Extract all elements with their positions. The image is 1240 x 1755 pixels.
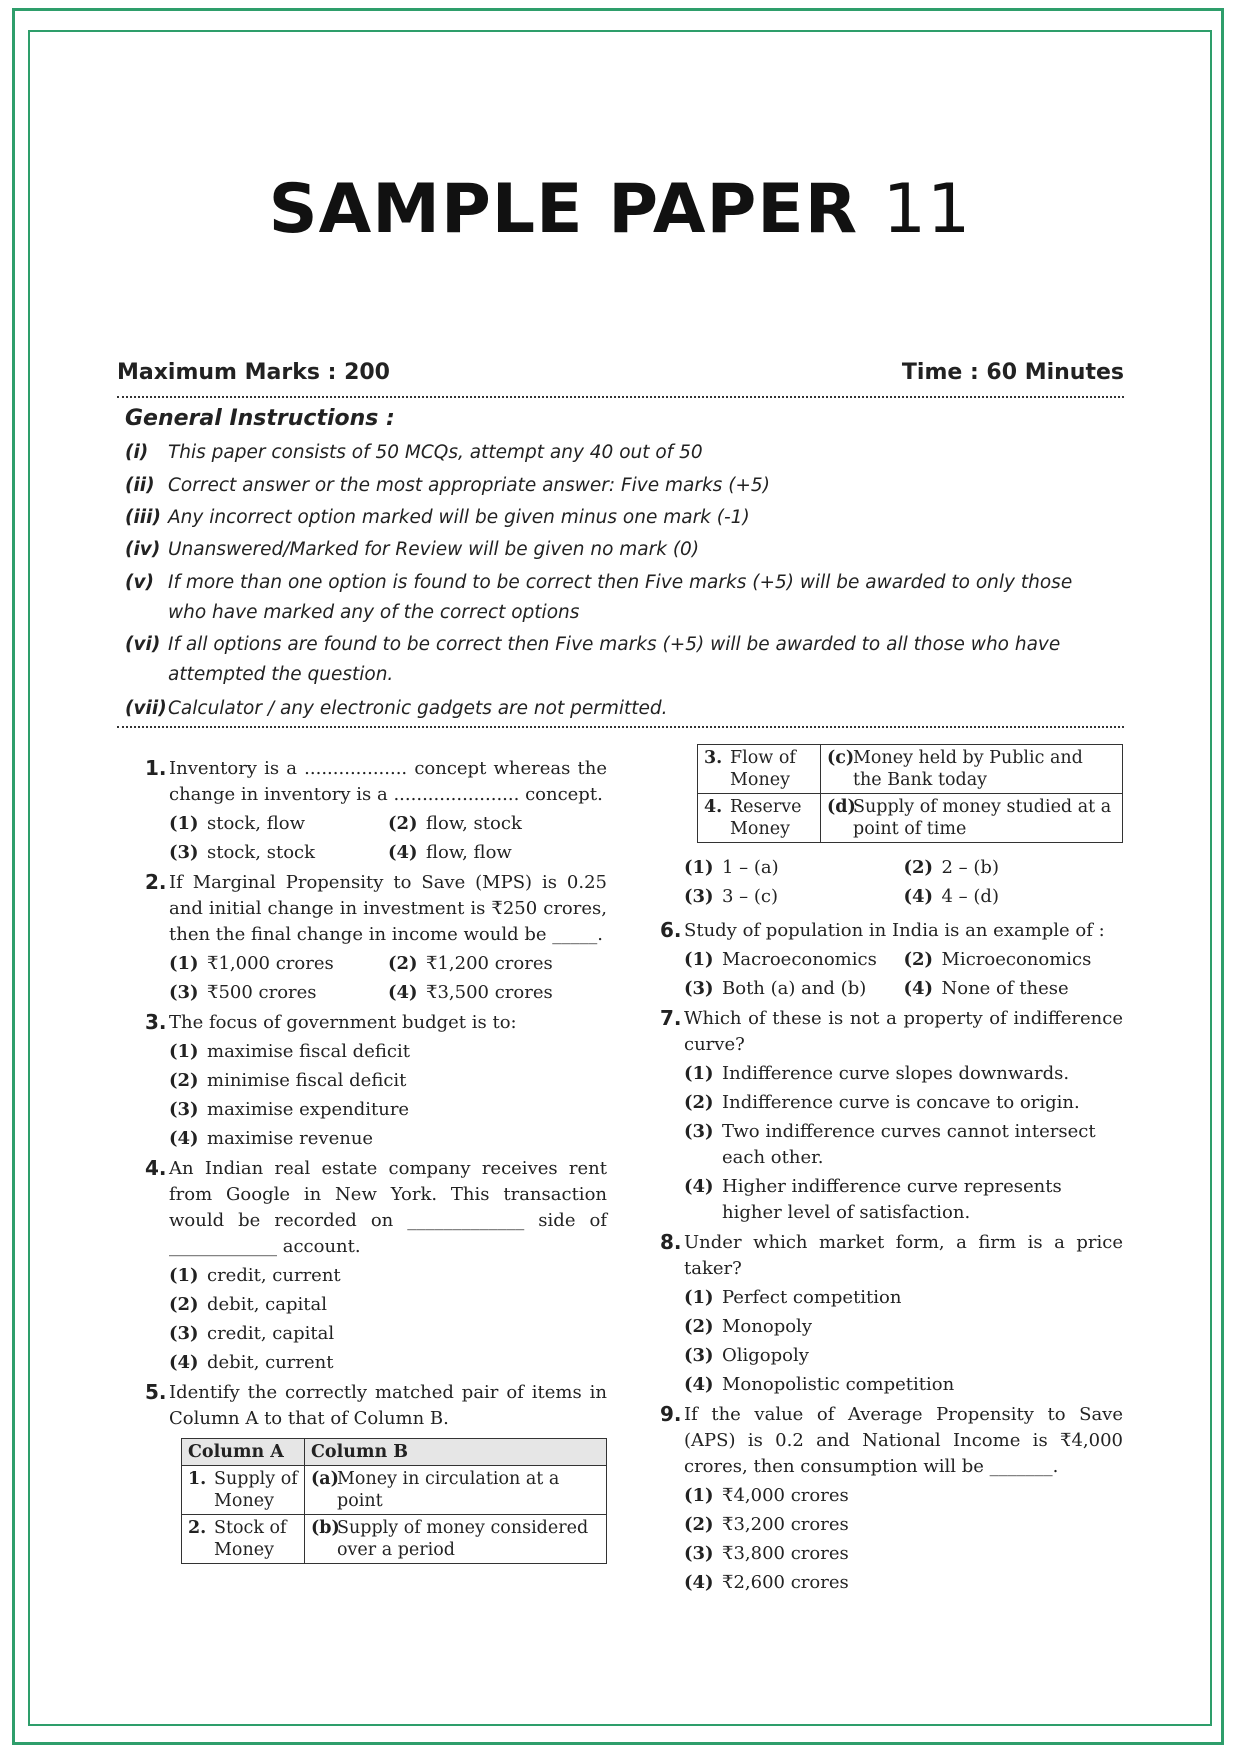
row-letter: (a)	[311, 1469, 339, 1489]
option-number: (3)	[684, 886, 714, 907]
instruction-text: Correct answer or the most appropriate answer: Five marks (+5)	[168, 475, 770, 496]
option[interactable]	[684, 1541, 1123, 1567]
option-text: debit, capital	[207, 1294, 327, 1315]
option-number: (4)	[684, 1176, 714, 1197]
option-number: (1)	[684, 1287, 714, 1308]
time-limit: Time : 60 Minutes	[901, 360, 1124, 385]
option[interactable]	[684, 1285, 1123, 1311]
option-text: ₹2,600 crores	[722, 1572, 849, 1593]
row-number: 4.	[704, 797, 723, 817]
option[interactable]	[388, 980, 607, 1006]
option-text: 3 – (c)	[722, 886, 779, 907]
instruction-item	[125, 503, 1115, 533]
option[interactable]	[388, 811, 607, 837]
option-text: maximise fiscal deficit	[207, 1041, 410, 1062]
question-5	[145, 1380, 607, 1564]
option-text: Perfect competition	[722, 1287, 902, 1308]
option-number: (1)	[169, 813, 199, 834]
instruction-item	[125, 630, 1115, 690]
options	[684, 1061, 1123, 1226]
column-b-header: Column B	[305, 1439, 607, 1466]
option-number: (4)	[684, 1572, 714, 1593]
row-letter: (d)	[827, 797, 856, 817]
table-row	[182, 1515, 607, 1564]
option[interactable]	[169, 1126, 607, 1152]
paper-title-number: 11	[882, 170, 972, 249]
column-a-item: Stock of Money	[214, 1518, 287, 1560]
option-text: credit, capital	[207, 1323, 335, 1344]
question-number: 1.	[145, 756, 167, 780]
options	[684, 947, 1123, 1002]
option[interactable]	[169, 811, 388, 837]
row-letter: (b)	[311, 1518, 340, 1538]
option-number: (3)	[169, 842, 199, 863]
option-text: 1 – (a)	[722, 857, 779, 878]
question-4	[145, 1156, 607, 1376]
option-number: (3)	[684, 1543, 714, 1564]
option-number: (3)	[169, 1099, 199, 1120]
option-text: Monopolistic competition	[722, 1374, 955, 1395]
question-number: 8.	[660, 1230, 682, 1254]
instruction-roman: (iii)	[125, 507, 161, 528]
option[interactable]	[904, 855, 1124, 881]
options	[169, 1263, 607, 1376]
option[interactable]	[169, 1039, 607, 1065]
column-a-item: Supply of Money	[214, 1469, 298, 1511]
option[interactable]	[684, 855, 904, 881]
question-number: 3.	[145, 1010, 167, 1034]
question-number: 5.	[145, 1380, 167, 1404]
question-6	[660, 918, 1123, 1002]
option-text: ₹500 crores	[207, 982, 317, 1003]
option-text: credit, current	[207, 1265, 341, 1286]
option-number: (3)	[169, 1323, 199, 1344]
instruction-item	[125, 535, 1115, 565]
option-number: (4)	[903, 978, 934, 999]
option[interactable]	[169, 1292, 607, 1318]
option-number: (2)	[684, 1316, 714, 1337]
option[interactable]	[684, 1090, 1123, 1116]
table-row	[182, 1466, 607, 1515]
option-text: Indifference curve slopes downwards.	[722, 1063, 1070, 1084]
option-text: ₹4,000 crores	[722, 1485, 849, 1506]
option[interactable]	[684, 1483, 1123, 1509]
row-letter: (c)	[827, 748, 855, 768]
option-number: (4)	[388, 982, 418, 1003]
max-marks: Maximum Marks : 200	[117, 360, 390, 385]
option[interactable]	[169, 1068, 607, 1094]
option[interactable]	[169, 1097, 607, 1123]
option-text: Macroeconomics	[722, 949, 877, 970]
option-text: Oligopoly	[722, 1345, 809, 1366]
option-number: (4)	[903, 886, 934, 907]
option-number: (3)	[169, 982, 199, 1003]
instruction-text: Any incorrect option marked will be given minus one mark (-1)	[168, 507, 750, 528]
instruction-text: This paper consists of 50 MCQs, attempt any 40 out of 50	[168, 442, 703, 463]
question-2	[145, 870, 607, 1006]
question-text: Inventory is a .................. concept whereas the change in inventory is a ...................... concept.	[169, 758, 607, 805]
option-number: (2)	[169, 1294, 199, 1315]
option-text: maximise expenditure	[207, 1099, 410, 1120]
question-text: An Indian real estate company receives rent from Google in New York. This transaction would be recorded on _____________ side of ____________ account.	[169, 1158, 607, 1257]
match-table-part-2	[697, 744, 1123, 843]
instruction-item	[125, 438, 1115, 468]
instruction-text: Unanswered/Marked for Review will be given no mark (0)	[168, 539, 700, 560]
column-b-item: Supply of money studied at a point of time	[853, 797, 1112, 839]
option[interactable]	[684, 884, 904, 910]
question-number: 2.	[145, 870, 167, 894]
option-text: debit, current	[207, 1352, 334, 1373]
option[interactable]	[684, 1061, 1123, 1087]
option-number: (1)	[169, 953, 199, 974]
option-text: maximise revenue	[207, 1128, 374, 1149]
option[interactable]	[684, 947, 904, 973]
option-number: (4)	[169, 1352, 199, 1373]
option-number: (3)	[684, 1121, 714, 1142]
column-a-item: Reserve Money	[730, 797, 802, 839]
column-a-header: Column A	[182, 1439, 305, 1466]
option-number: (3)	[684, 978, 714, 999]
column-a-item: Flow of Money	[730, 748, 796, 790]
option[interactable]	[684, 1512, 1123, 1538]
option-number: (2)	[388, 813, 418, 834]
option-text: flow, stock	[426, 813, 522, 834]
option-text: flow, flow	[426, 842, 512, 863]
option-text: ₹3,800 crores	[722, 1543, 849, 1564]
option-number: (4)	[169, 1128, 199, 1149]
question-number: 6.	[660, 918, 682, 942]
option-text: ₹1,200 crores	[426, 953, 553, 974]
option-text: stock, flow	[207, 813, 305, 834]
question-9	[660, 1402, 1123, 1596]
option-number: (3)	[684, 1345, 714, 1366]
option-text: Higher indifference curve represents higher level of satisfaction.	[722, 1176, 1062, 1223]
question-8	[660, 1230, 1123, 1398]
question-text: If Marginal Propensity to Save (MPS) is 0.25 and initial change in investment is ₹250 crores, then the final change in income would be _____.	[169, 872, 607, 945]
instruction-item	[125, 694, 1115, 724]
option-number: (4)	[388, 842, 418, 863]
instructions-heading: General Instructions :	[125, 406, 395, 431]
divider-top	[117, 396, 1124, 398]
question-text: Identify the correctly matched pair of items in Column A to that of Column B.	[169, 1382, 607, 1429]
option[interactable]	[169, 1350, 607, 1376]
instruction-roman: (i)	[125, 442, 149, 463]
option-text: Monopoly	[722, 1316, 812, 1337]
option-text: 2 – (b)	[941, 857, 999, 878]
option[interactable]	[169, 1263, 607, 1289]
match-table-part-1	[181, 1438, 607, 1564]
column-b-item: Money in circulation at a point	[337, 1469, 560, 1511]
option-text: stock, stock	[207, 842, 316, 863]
options	[169, 1039, 607, 1152]
question-5-options	[684, 855, 1123, 910]
instruction-roman: (vi)	[125, 634, 161, 655]
column-b-item: Supply of money considered over a period	[337, 1518, 589, 1560]
paper-title	[0, 170, 1240, 249]
option[interactable]	[684, 1372, 1123, 1398]
option-number: (2)	[903, 857, 934, 878]
option-number: (2)	[169, 1070, 199, 1091]
row-number: 2.	[188, 1518, 207, 1538]
option[interactable]	[169, 980, 388, 1006]
instruction-text: If more than one option is found to be correct then Five marks (+5) will be awarded to only those who have marked any of the correct options	[168, 572, 1073, 623]
options	[169, 811, 607, 866]
instruction-roman: (v)	[125, 572, 154, 593]
question-text: Study of population in India is an example of :	[684, 920, 1105, 941]
option-text: Indifference curve is concave to origin.	[722, 1092, 1080, 1113]
option-text: minimise fiscal deficit	[207, 1070, 407, 1091]
column-left	[145, 756, 607, 1568]
instruction-text: If all options are found to be correct then Five marks (+5) will be awarded to all those who have attempted the question.	[168, 634, 1061, 685]
question-7	[660, 1006, 1123, 1226]
option-number: (1)	[684, 1485, 714, 1506]
question-text: Under which market form, a firm is a price taker?	[684, 1232, 1123, 1279]
option-text: Two indifference curves cannot intersect each other.	[722, 1121, 1096, 1168]
question-number: 9.	[660, 1402, 682, 1426]
option-number: (2)	[903, 949, 934, 970]
options	[684, 1483, 1123, 1596]
option-number: (1)	[169, 1265, 199, 1286]
option[interactable]	[684, 1174, 1123, 1226]
option-text: ₹1,000 crores	[207, 953, 334, 974]
table-row	[698, 794, 1123, 843]
option[interactable]	[388, 840, 607, 866]
option-text: None of these	[941, 978, 1069, 999]
divider-bottom	[117, 726, 1124, 728]
option[interactable]	[904, 976, 1124, 1002]
option[interactable]	[684, 1119, 1123, 1171]
option-number: (1)	[684, 949, 714, 970]
column-b-item: Money held by Public and the Bank today	[853, 748, 1083, 790]
option[interactable]	[684, 1343, 1123, 1369]
option-number: (1)	[684, 1063, 714, 1084]
question-text: The focus of government budget is to:	[169, 1012, 517, 1033]
question-text: Which of these is not a property of indifference curve?	[684, 1008, 1123, 1055]
options	[684, 1285, 1123, 1398]
option-number: (2)	[388, 953, 418, 974]
instruction-item	[125, 568, 1115, 628]
option[interactable]	[684, 1314, 1123, 1340]
instruction-roman: (vii)	[125, 698, 167, 719]
instruction-roman: (iv)	[125, 539, 161, 560]
paper-title-text: SAMPLE PAPER	[268, 170, 859, 249]
question-number: 4.	[145, 1156, 167, 1180]
option-text: Microeconomics	[941, 949, 1092, 970]
option-number: (4)	[684, 1374, 714, 1395]
option[interactable]	[904, 947, 1124, 973]
option-number: (1)	[684, 857, 714, 878]
option-text: 4 – (d)	[941, 886, 999, 907]
question-3	[145, 1010, 607, 1152]
row-number: 1.	[188, 1469, 207, 1489]
option[interactable]	[169, 951, 388, 977]
option-number: (1)	[169, 1041, 199, 1062]
instruction-roman: (ii)	[125, 475, 155, 496]
option[interactable]	[388, 951, 607, 977]
question-number: 7.	[660, 1006, 682, 1030]
instruction-text: Calculator / any electronic gadgets are not permitted.	[168, 698, 668, 719]
paper-meta	[117, 360, 1124, 385]
option[interactable]	[684, 1570, 1123, 1596]
option[interactable]	[169, 1321, 607, 1347]
column-right	[660, 744, 1123, 1600]
question-1	[145, 756, 607, 866]
options	[169, 951, 607, 1006]
option-text: Both (a) and (b)	[722, 978, 867, 999]
option-text: ₹3,500 crores	[426, 982, 553, 1003]
instruction-item	[125, 471, 1115, 501]
question-text: If the value of Average Propensity to Save (APS) is 0.2 and National Income is ₹4,000 crores, then consumption will be _______.	[684, 1404, 1123, 1477]
option[interactable]	[904, 884, 1124, 910]
table-row	[698, 745, 1123, 794]
option-number: (2)	[684, 1092, 714, 1113]
option-number: (2)	[684, 1514, 714, 1535]
option[interactable]	[169, 840, 388, 866]
option-text: ₹3,200 crores	[722, 1514, 849, 1535]
row-number: 3.	[704, 748, 723, 768]
option[interactable]	[684, 976, 904, 1002]
